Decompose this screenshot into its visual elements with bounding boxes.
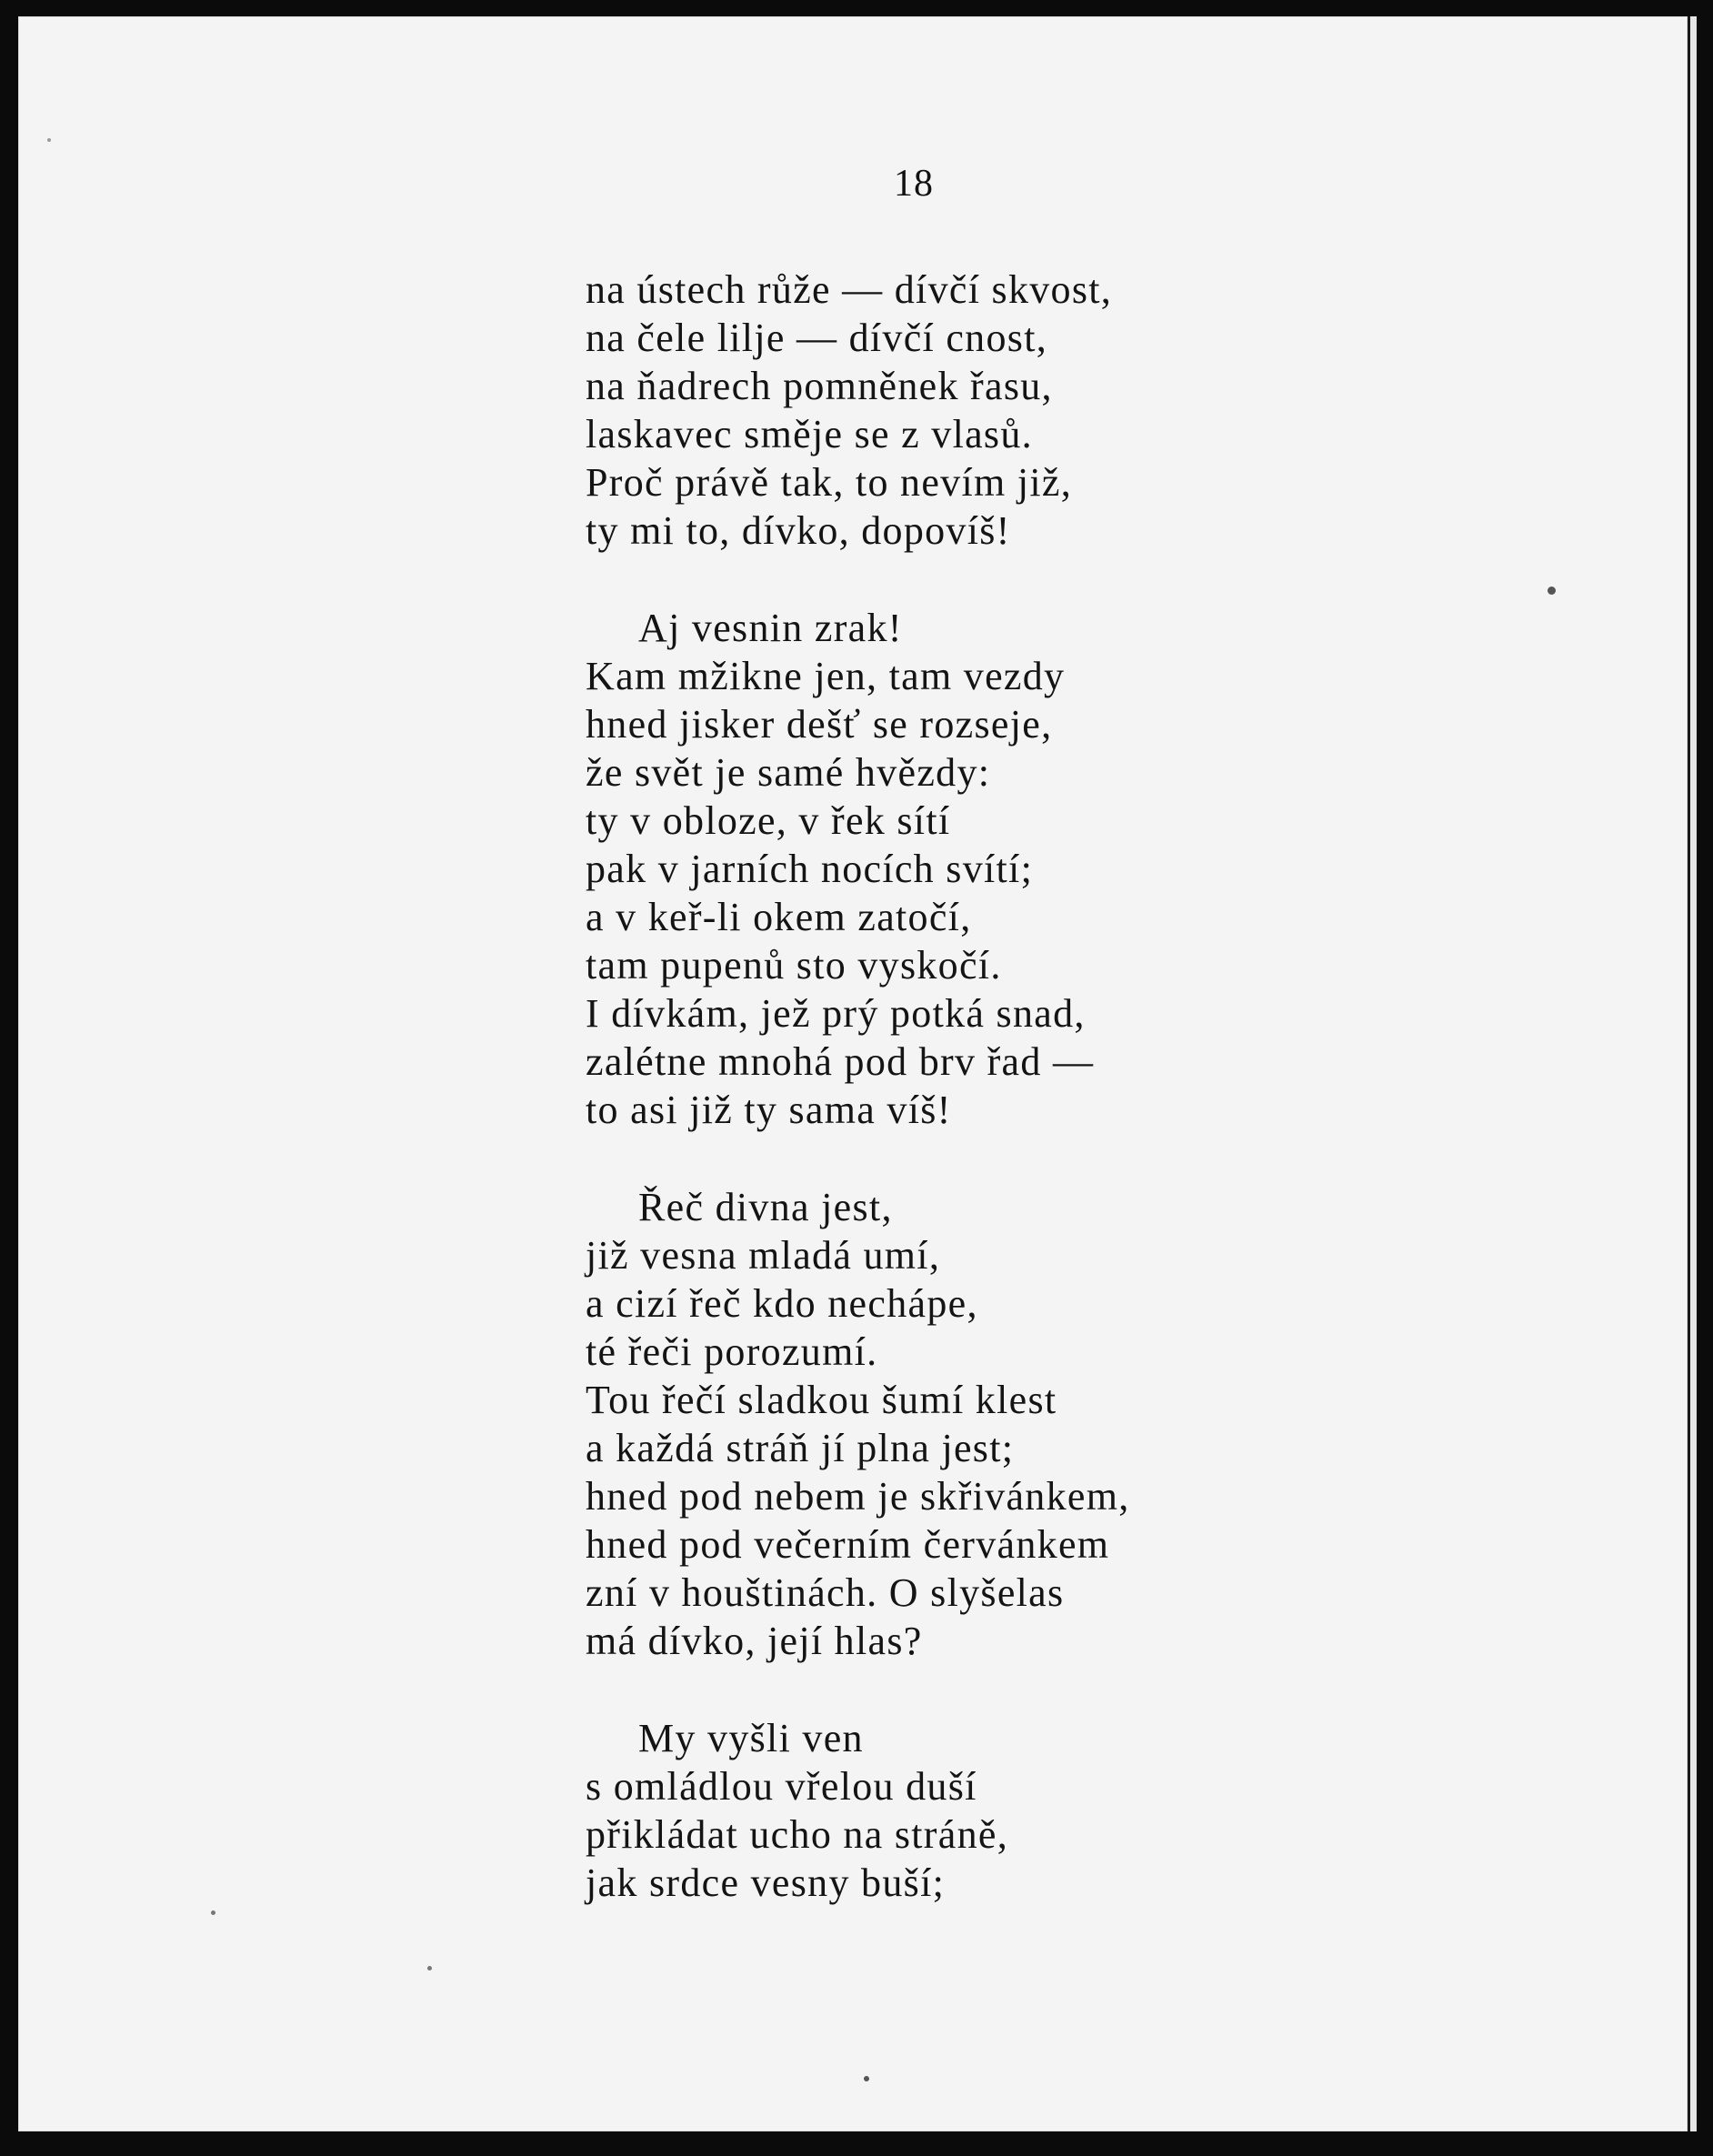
poem-line: již vesna mladá umí, xyxy=(586,1233,941,1278)
poem-line: má dívko, její hlas? xyxy=(586,1619,923,1663)
poem-line: že svět je samé hvězdy: xyxy=(586,750,991,795)
stanza xyxy=(586,1183,1240,1665)
poem-line: I dívkám, jež prý potká snad, xyxy=(586,991,1086,1036)
poem-line: Proč právě tak, to nevím již, xyxy=(586,460,1072,505)
paper-speck xyxy=(1548,587,1556,595)
poem-line: na ňadrech pomněnek řasu, xyxy=(586,364,1053,408)
poem-line: a cizí řeč kdo nechápe, xyxy=(586,1281,978,1326)
page-number: 18 xyxy=(894,163,934,205)
poem-line: ty v obloze, v řek sítí xyxy=(586,798,951,843)
stanza xyxy=(586,266,1240,555)
poem-line: té řeči porozumí. xyxy=(586,1329,878,1374)
poem-line: pak v jarních nocích svítí; xyxy=(586,847,1034,891)
stanza xyxy=(586,604,1240,1134)
poem-line: zní v houštinách. O slyšelas xyxy=(586,1570,1065,1615)
poem-line: tam pupenů sto vyskočí. xyxy=(586,943,1002,988)
paper-speck xyxy=(211,1910,215,1915)
poem-line: přikládat ucho na stráně, xyxy=(586,1812,1009,1857)
poem-line: ty mi to, dívko, dopovíš! xyxy=(586,508,1011,553)
poem-line: a každá stráň jí plna jest; xyxy=(586,1426,1015,1470)
poem-text xyxy=(586,266,1240,1956)
poem-line: laskavec směje se z vlasů. xyxy=(586,412,1033,456)
poem-line: na čele lilje — dívčí cnost, xyxy=(586,316,1048,360)
poem-line: Kam mžikne jen, tam vezdy xyxy=(586,654,1066,698)
poem-line: hned pod večerním červánkem xyxy=(586,1522,1110,1567)
stanza xyxy=(586,1714,1240,1907)
poem-line: Aj vesnin zrak! xyxy=(638,606,903,650)
poem-line: hned pod nebem je skřivánkem, xyxy=(586,1474,1130,1519)
poem-line: Řeč divna jest, xyxy=(638,1185,893,1229)
paper-speck xyxy=(427,1966,432,1970)
poem-line: s omládlou vřelou duší xyxy=(586,1764,977,1809)
poem-line: na ústech růže — dívčí skvost, xyxy=(586,267,1113,312)
poem-line: to asi již ty sama víš! xyxy=(586,1088,952,1132)
poem-line: a v keř-li okem zatočí, xyxy=(586,895,972,939)
poem-line: zalétne mnohá pod brv řad — xyxy=(586,1039,1095,1084)
poem-line: Tou řečí sladkou šumí klest xyxy=(586,1378,1057,1422)
paper-speck xyxy=(47,138,51,142)
paper-speck xyxy=(864,2076,869,2081)
poem-line: jak srdce vesny buší; xyxy=(586,1860,946,1905)
page-edge-border xyxy=(1688,16,1690,2131)
poem-line: hned jisker dešť se rozseje, xyxy=(586,702,1053,747)
poem-line: My vyšli ven xyxy=(638,1716,864,1760)
